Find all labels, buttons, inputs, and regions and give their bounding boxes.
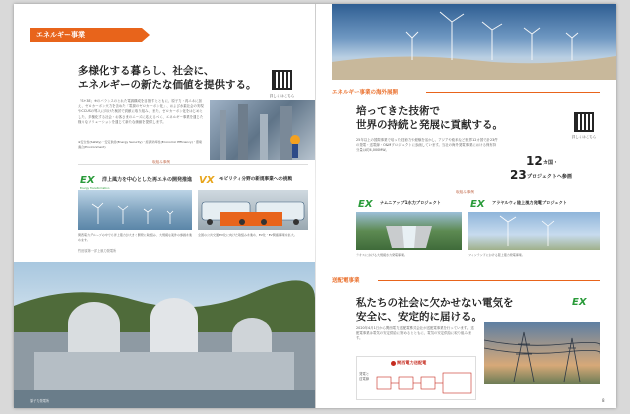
overseas-tab: エネルギー事業の海外展開	[332, 90, 399, 96]
diagram-left-label: 発電と 送電線	[359, 372, 370, 381]
card2-text: 全国の公共交通EV化に向けた取組みを進め、EV化・EV関連事業を拡大。	[198, 233, 297, 237]
nuclear-plant-photo	[14, 262, 315, 408]
overseas-rule	[426, 92, 600, 93]
document-spread	[14, 4, 616, 408]
left-body-text: 「S+3E」※のバランスのとれた電源構成を目指すとともに、原子力・再エネに加え、ゼロカーボン火力を含めた「電源のゼロカーボン化」、および水素社会の実現やCCUSの導入に向けた検討で貢献に取り組み、また、ゼロカーボン化をはじめとした、多様化する社会・お客さまのニーズに応えるべく、エネルギー事業を通じた様々なソリューションを通じて新たな価値を提供します。	[78, 99, 204, 124]
transmission-rule	[378, 280, 600, 281]
offshore-wind-photo	[78, 190, 192, 230]
stat-countries-unit: カ国・	[543, 160, 559, 166]
overseas-heading-line2: 世界の持続と発展に貢献する。	[356, 119, 503, 131]
hydro-dam-photo	[356, 212, 462, 250]
diagram-title-text: 関西電力送配電	[397, 360, 427, 365]
left-note: ※安全性(Safety)・安定供給(Energy Security)・経済効率性(Economic Efficiency)・環境適合(Environment)	[78, 140, 202, 150]
transmission-tab: 送配電事業	[332, 278, 360, 284]
overseas-card2-title: アラヤルウィ陸上風力発電プロジェクト	[492, 200, 567, 205]
card2-title: モビリティ分野の新規事業への挑戦	[219, 177, 293, 182]
ex-logo: EX	[80, 175, 95, 186]
left-heading	[78, 64, 257, 92]
overseas-card2-text: フィンランドにおける陸上風力発電事業。	[468, 253, 525, 257]
card1-caption: 竹田原第一洋上風力発電所	[78, 249, 117, 253]
transmission-tower-photo	[484, 322, 600, 384]
stat-projects-num: 23	[510, 168, 527, 182]
qr-code-icon	[574, 112, 594, 132]
section-tab-energy: エネルギー事業	[30, 28, 142, 42]
overseas-body: 25年以上の国際事業で培った技術力や経験を活かし、アジアや欧米など世界12カ国で計23件の発電・送電線・O&Mプロジェクトに参画しています。当社の海外発電事業における保有持分量は約4,000MW。	[356, 138, 498, 153]
industrial-plant-photo	[210, 100, 315, 160]
page-number: 8	[602, 398, 605, 403]
transmission-heading-line2: 安全に、安定的に届ける。	[356, 311, 482, 323]
cases-label: 取組み事例	[152, 160, 170, 164]
transmission-body: 2020年4月1日から関西電力送配電株式会社が送配電事業を行っています。送配電事業は電気の安定供給に努めるとともに、電気の安定供給に取り組みます。	[356, 326, 474, 341]
diagram-title	[391, 360, 426, 366]
grid-diagram	[356, 356, 476, 400]
overseas-heading	[356, 104, 503, 132]
photo-caption: 原子力発電所	[30, 399, 50, 403]
ex-logo-right-1: EX	[358, 199, 373, 210]
stat-projects-unit: プロジェクトへ参画	[527, 174, 572, 180]
left-page	[14, 4, 315, 408]
diagram-flow	[375, 369, 475, 399]
qr-code-icon	[272, 70, 292, 90]
vx-logo: VX	[199, 175, 215, 186]
overseas-heading-line1: 培ってきた技術で	[356, 105, 440, 117]
overseas-card1-title: ナムニアップ1水力プロジェクト	[380, 200, 441, 205]
qr-caption: 詳しくはこちら	[269, 94, 295, 98]
card1-text: 関西電力グループの中でも洋上風力が大きく開発に取組み、大規模な案件の参画を進めます。	[78, 233, 192, 243]
overseas-card1-text: ラオスにおける大規模水力発電事業。	[356, 253, 407, 257]
ex-logo-right-2: EX	[470, 199, 485, 210]
onshore-wind-photo	[468, 212, 600, 250]
wind-farm-photo	[332, 4, 616, 80]
left-heading-line2: エネルギーの新たな価値を提供する。	[78, 79, 257, 91]
left-heading-line1: 多様化する暮らし、社会に、	[78, 65, 215, 77]
card1-title: 洋上風力を中心とした再エネの開発推進	[102, 177, 193, 183]
transmission-heading-line1: 私たちの社会に欠かせない電気を	[356, 297, 514, 309]
overseas-cases-label: 取組み事例	[456, 190, 474, 194]
ex-logo-sub: Energy Transformation	[80, 187, 110, 190]
kepco-logo-icon	[391, 361, 396, 366]
ex-logo-transmission: EX	[572, 297, 587, 308]
divider	[78, 164, 308, 165]
transmission-heading	[356, 296, 514, 324]
ev-bus-photo	[198, 190, 308, 230]
qr-caption-right: 詳しくはこちら	[571, 135, 597, 139]
right-page	[316, 4, 616, 408]
stat-countries-num: 12	[526, 154, 543, 168]
